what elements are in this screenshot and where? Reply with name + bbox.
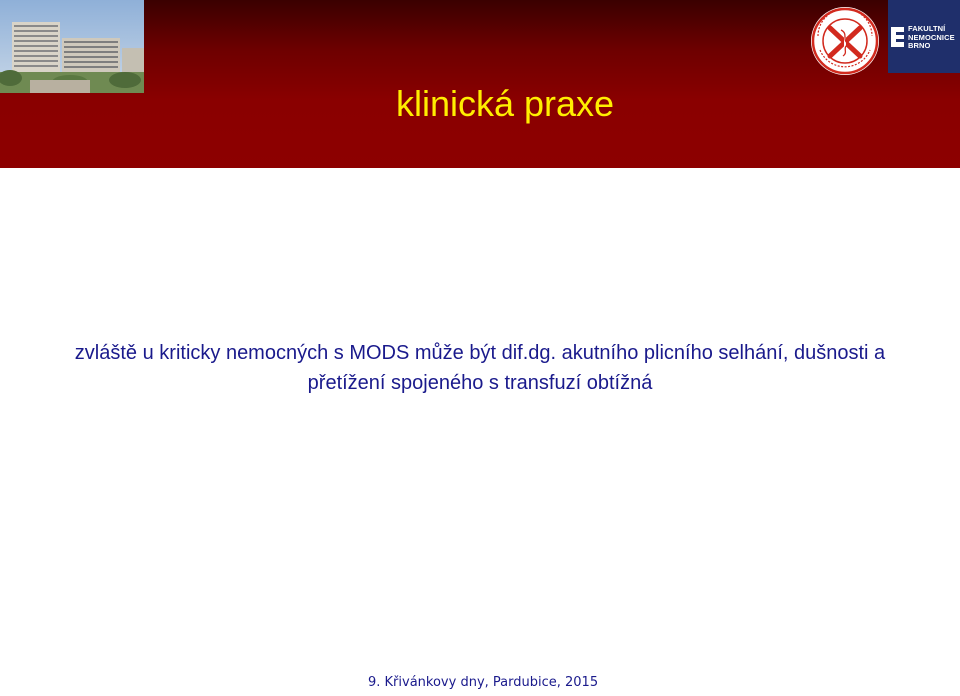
university-seal-icon <box>810 6 880 76</box>
slide-body-text: zvláště u kriticky nemocných s MODS může být dif.dg. akutního plicního selhání, dušnosti a přetížení spojeného s transfuzí obtížná <box>74 342 886 394</box>
hospital-logo-line1: FAKULTNÍ <box>908 24 946 33</box>
hospital-logo-line3: BRNO <box>908 41 931 50</box>
hospital-logo-mark-icon <box>891 27 904 47</box>
hospital-logo <box>888 0 960 73</box>
hospital-building-photo <box>0 0 144 93</box>
slide-title: klinická praxe <box>395 83 615 124</box>
hospital-logo-text <box>908 25 955 51</box>
header-band <box>0 0 960 168</box>
hospital-logo-line2: NEMOCNICE <box>908 32 955 42</box>
slide-footer: 9. Křivánkovy dny, Pardubice, 2015 <box>368 675 599 690</box>
